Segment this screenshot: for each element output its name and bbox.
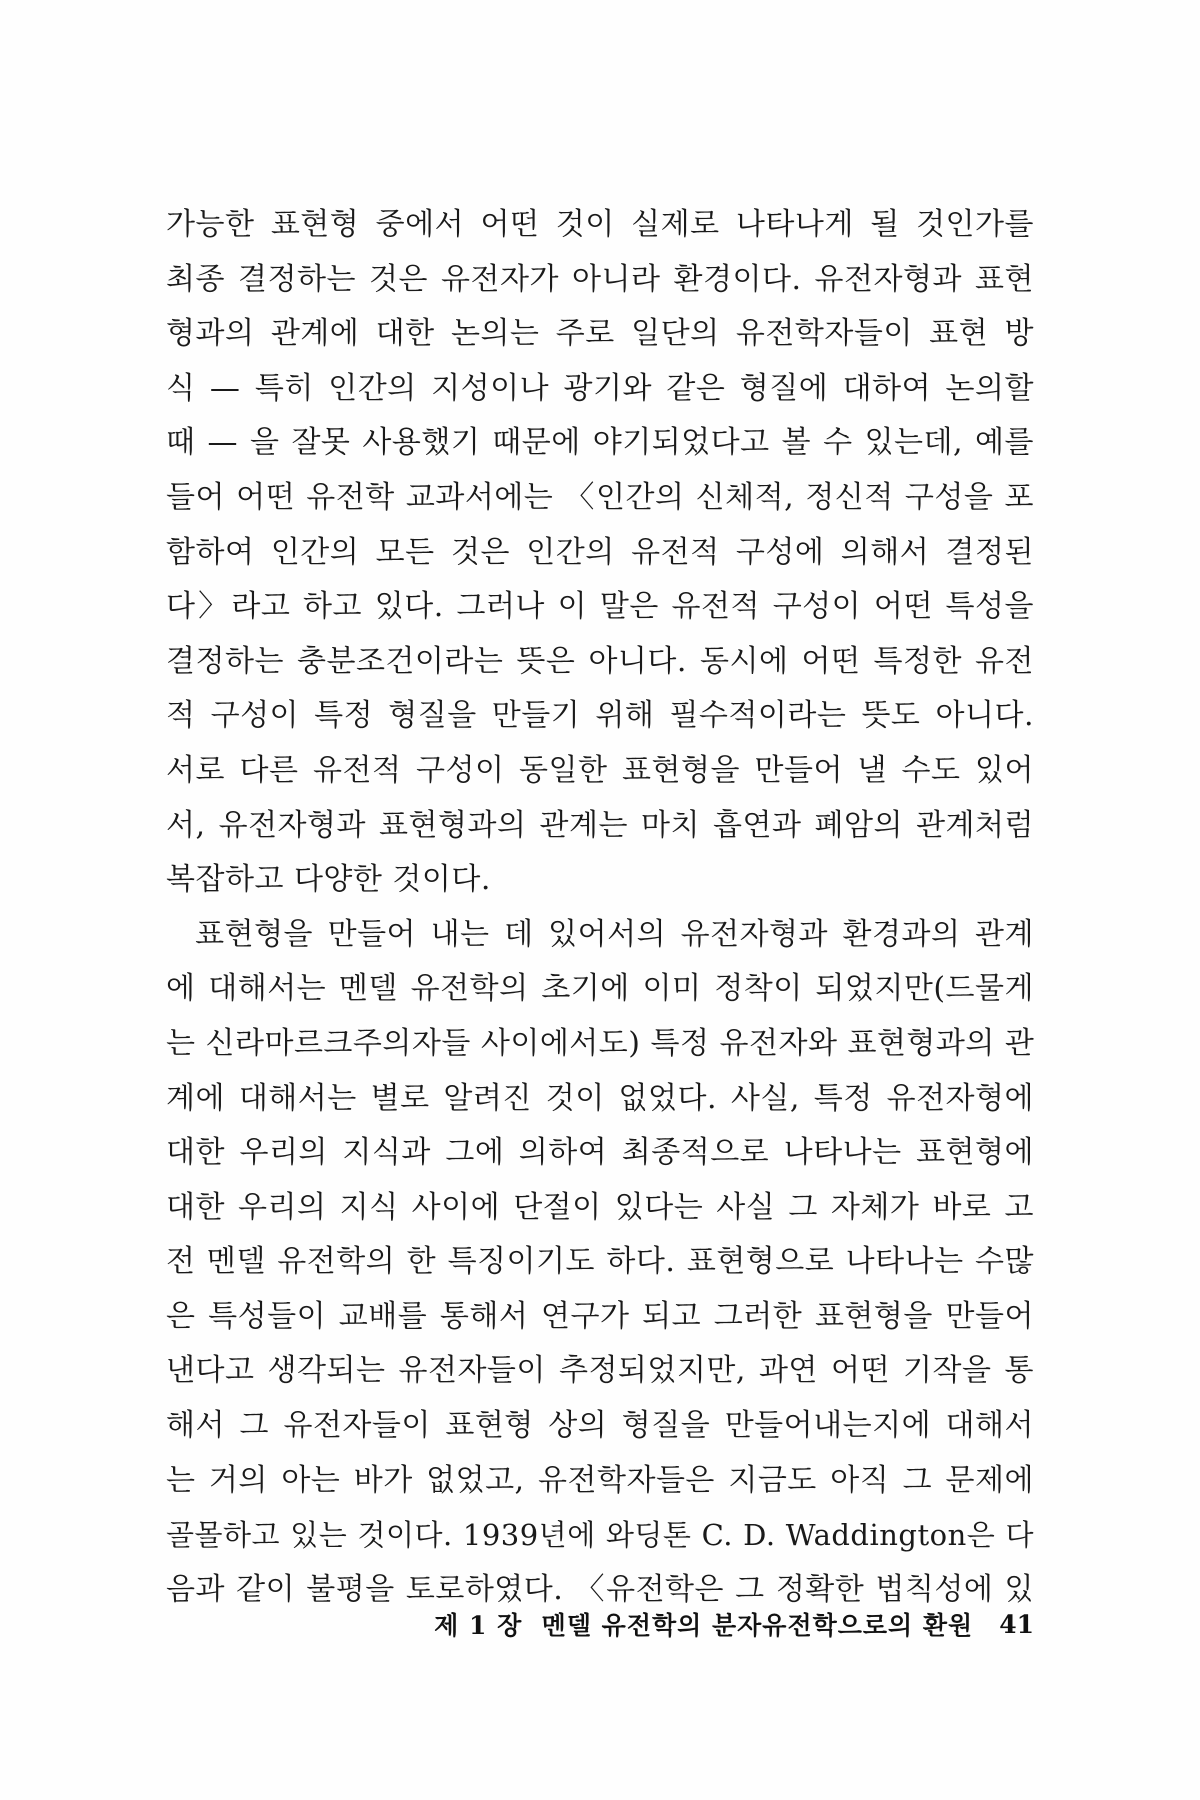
text-line: 서, 유전자형과 표현형과의 관계는 마치 흡연과 폐암의 관계처럼 bbox=[166, 807, 1034, 843]
text-line: 계에 대해서는 별로 알려진 것이 없었다. 사실, 특정 유전자형에 bbox=[166, 1080, 1034, 1116]
text-line: 함하여 인간의 모든 것은 인간의 유전적 구성에 의해서 결정된 bbox=[166, 534, 1034, 570]
text-line: 대한 우리의 지식과 그에 의하여 최종적으로 나타나는 표현형에 bbox=[166, 1135, 1034, 1171]
text-line: 표현형을 만들어 내는 데 있어서의 유전자형과 환경과의 관계 bbox=[166, 916, 1034, 952]
text-line: 전 멘델 유전학의 한 특징이기도 하다. 표현형으로 나타나는 수많 bbox=[166, 1244, 1034, 1280]
text-line: 낸다고 생각되는 유전자들이 추정되었지만, 과연 어떤 기작을 통 bbox=[166, 1353, 1034, 1389]
text-line: 적 구성이 특정 형질을 만들기 위해 필수적이라는 뜻도 아니다. bbox=[166, 698, 1034, 734]
running-head: 제 1 장 멘델 유전학의 분자유전학으로의 환원 bbox=[434, 1611, 974, 1640]
text-line: 결정하는 충분조건이라는 뜻은 아니다. 동시에 어떤 특정한 유전 bbox=[166, 643, 1034, 679]
text-line: 때 — 을 잘못 사용했기 때문에 야기되었다고 볼 수 있는데, 예를 bbox=[166, 425, 1034, 461]
text-line: 들어 어떤 유전학 교과서에는 〈인간의 신체적, 정신적 구성을 포 bbox=[166, 479, 1034, 515]
text-line: 식 — 특히 인간의 지성이나 광기와 같은 형질에 대하여 논의할 bbox=[166, 370, 1034, 406]
text-line: 복잡하고 다양한 것이다. bbox=[166, 862, 491, 898]
text-line: 서로 다른 유전적 구성이 동일한 표현형을 만들어 낼 수도 있어 bbox=[166, 752, 1034, 788]
page-footer bbox=[420, 1604, 1034, 1644]
text-line: 형과의 관계에 대한 논의는 주로 일단의 유전학자들이 표현 방 bbox=[166, 316, 1034, 352]
text-line: 에 대해서는 멘델 유전학의 초기에 이미 정착이 되었지만(드물게 bbox=[166, 971, 1034, 1007]
text-line: 골몰하고 있는 것이다. 1939년에 와딩톤 C. D. Waddington은 다 bbox=[166, 1518, 1034, 1553]
text-line: 대한 우리의 지식 사이에 단절이 있다는 사실 그 자체가 바로 고 bbox=[166, 1189, 1034, 1225]
text-line: 음과 같이 불평을 토로하였다. 〈유전학은 그 정확한 법칙성에 있 bbox=[166, 1571, 1034, 1607]
text-line: 가능한 표현형 중에서 어떤 것이 실제로 나타나게 될 것인가를 bbox=[166, 207, 1034, 242]
page-number: 41 bbox=[999, 1609, 1034, 1639]
body-text bbox=[166, 198, 1034, 1617]
text-line: 는 거의 아는 바가 없었고, 유전학자들은 지금도 아직 그 문제에 bbox=[166, 1462, 1034, 1498]
text-line: 해서 그 유전자들이 표현형 상의 형질을 만들어내는지에 대해서 bbox=[166, 1408, 1034, 1444]
text-line: 최종 결정하는 것은 유전자가 아니라 환경이다. 유전자형과 표현 bbox=[166, 261, 1034, 297]
text-line: 는 신라마르크주의자들 사이에서도) 특정 유전자와 표현형과의 관 bbox=[166, 1025, 1035, 1061]
text-line: 다〉라고 하고 있다. 그러나 이 말은 유전적 구성이 어떤 특성을 bbox=[166, 589, 1034, 625]
text-line: 은 특성들이 교배를 통해서 연구가 되고 그러한 표현형을 만들어 bbox=[166, 1298, 1034, 1334]
